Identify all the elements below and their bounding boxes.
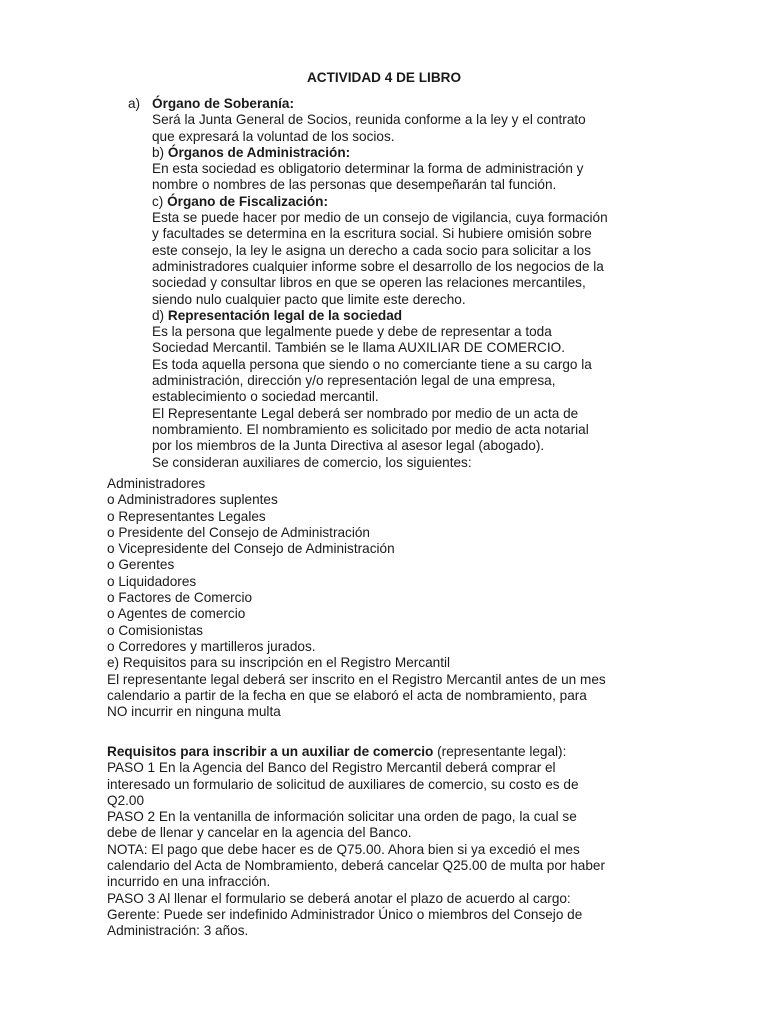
list-item: o Presidente del Consejo de Administración [107, 524, 370, 540]
section-c-heading-line [152, 194, 672, 210]
section-d-line: administración, dirección y/o representación legal de una empresa, [152, 373, 556, 389]
section-b-heading-line [152, 145, 672, 161]
section-d-line: establecimiento o sociedad mercantil. [152, 389, 379, 405]
section-d-line: Es la persona que legalmente puede y debe de representar a toda [152, 324, 552, 340]
requisitos-line: PASO 2 En la ventanilla de información solicitar una orden de pago, la cual se [107, 809, 577, 825]
requisitos-heading-line [107, 744, 667, 760]
section-a-line: que expresará la voluntad de los socios. [152, 128, 395, 144]
section-d-line: Sociedad Mercantil. También se le llama AUXILIAR DE COMERCIO. [152, 340, 566, 356]
requisitos-line: debe de llenar y cancelar en la agencia del Banco. [107, 825, 412, 841]
auxiliares-list [107, 476, 667, 720]
section-d-line: nombramiento. El nombramiento es solicitado por medio de acta notarial [152, 421, 589, 437]
section-c-line: y facultades se determina en la escritura social. Si hubiere omisión sobre [152, 226, 592, 242]
list-item: o Comisionistas [107, 622, 203, 638]
section-c-line: siendo nulo cualquier pacto que limite este derecho. [152, 291, 466, 307]
section-c-heading: Órgano de Fiscalización: [167, 193, 329, 209]
requisitos-line: PASO 1 En la Agencia del Banco del Registro Mercantil deberá comprar el [107, 760, 556, 776]
sections-block [152, 96, 672, 471]
document-title [0, 68, 768, 88]
section-d-line: Se consideran auxiliares de comercio, los siguientes: [152, 454, 472, 470]
section-c-line: este consejo, la ley le asigna un derecho a cada socio para solicitar a los [152, 242, 592, 258]
list-item: o Gerentes [107, 557, 175, 573]
section-e-line: NO incurrir en ninguna multa [107, 704, 281, 720]
section-a-heading: Órgano de Soberanía: [152, 96, 295, 111]
requisitos-line: Q2.00 [107, 792, 145, 808]
section-b-heading: Órganos de Administración: [167, 144, 351, 160]
list-item: o Vicepresidente del Consejo de Administración [107, 541, 395, 557]
section-d-line: por los miembros de la Junta Directiva al asesor legal (abogado). [152, 438, 545, 454]
requisitos-heading-suffix: (representante legal): [433, 744, 567, 759]
requisitos-section [107, 744, 667, 940]
requisitos-heading: Requisitos para inscribir a un auxiliar de comercio [107, 744, 434, 759]
section-b-line: En esta sociedad es obligatorio determinar la forma de administración y [152, 161, 584, 177]
list-item: o Administradores suplentes [107, 492, 278, 508]
section-d-heading: Representación legal de la sociedad [167, 307, 403, 323]
section-b-marker: b) [152, 144, 165, 160]
section-a-line: Será la Junta General de Socios, reunida conforme a la ley y el contrato [152, 112, 586, 128]
section-a-marker: a) [128, 96, 141, 111]
list-item: o Liquidadores [107, 573, 197, 589]
section-d-marker: d) [152, 307, 165, 323]
section-d-line: El Representante Legal deberá ser nombrado por medio de un acta de [152, 405, 579, 421]
requisitos-line: PASO 3 Al llenar el formulario se deberá anotar el plazo de acuerdo al cargo: [107, 890, 571, 906]
document-title-text: ACTIVIDAD 4 DE LIBRO [306, 70, 462, 85]
section-d-line: Es toda aquella persona que siendo o no comerciante tiene a su cargo la [152, 356, 592, 372]
section-e-heading: e) Requisitos para su inscripción en el Registro Mercantil [107, 655, 451, 671]
list-item: o Corredores y martilleros jurados. [107, 638, 316, 654]
requisitos-line: Administración: 3 años. [107, 923, 249, 939]
section-d-heading-line [152, 308, 672, 324]
requisitos-line: calendario del Acta de Nombramiento, deberá cancelar Q25.00 de multa por haber [107, 858, 605, 874]
list-item: o Agentes de comercio [107, 606, 246, 622]
section-e-line: calendario a partir de la fecha en que se elaboró el acta de nombramiento, para [107, 687, 587, 703]
list-item: o Representantes Legales [107, 508, 266, 524]
list-item: o Factores de Comercio [107, 590, 253, 606]
requisitos-line: Gerente: Puede ser indefinido Administrador Único o miembros del Consejo de [107, 906, 583, 922]
requisitos-line: interesado un formulario de solicitud de auxiliares de comercio, su costo es de [107, 776, 579, 792]
requisitos-line: incurrido en una infracción. [107, 874, 271, 890]
section-c-marker: c) [152, 193, 164, 209]
section-c-line: administradores cualquier informe sobre el desarrollo de los negocios de la [152, 258, 604, 274]
section-e-line: El representante legal deberá ser inscrito en el Registro Mercantil antes de un mes [107, 671, 606, 687]
requisitos-line: NOTA: El pago que debe hacer es de Q75.00. Ahora bien si ya excedió el mes [107, 841, 580, 857]
section-c-line: sociedad y consultar libros en que se operen las relaciones mercantiles, [152, 275, 586, 291]
section-b-line: nombre o nombres de las personas que desempeñarán tal función. [152, 177, 557, 193]
section-c-line: Esta se puede hacer por medio de un consejo de vigilancia, cuya formación [152, 210, 608, 226]
list-item: Administradores [107, 476, 206, 491]
